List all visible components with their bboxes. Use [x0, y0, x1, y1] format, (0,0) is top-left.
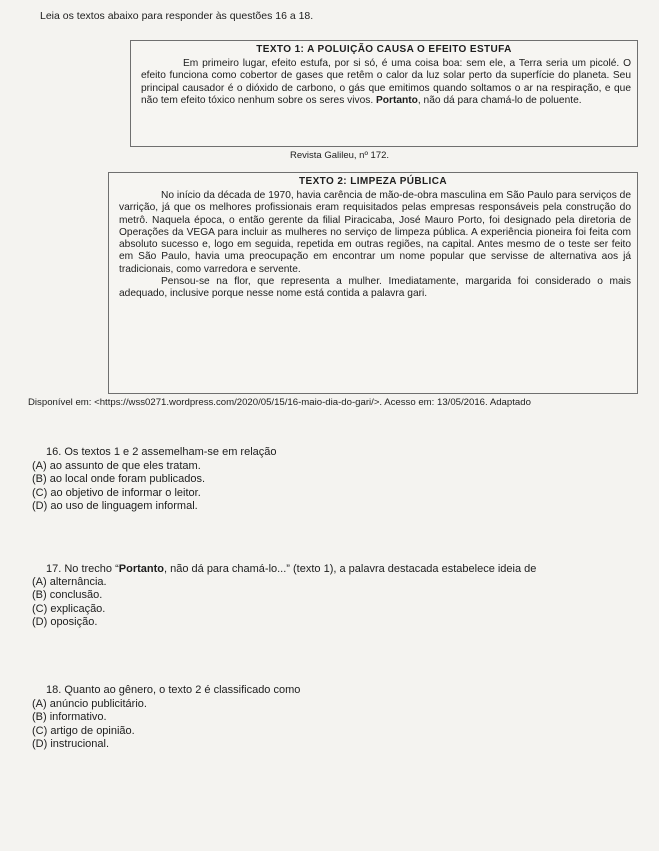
question-17-option-a: (A) alternância. [32, 575, 107, 588]
question-16-option-a: (A) ao assunto de que eles tratam. [32, 459, 201, 472]
text2-paragraph-1: No início da década de 1970, havia carência de mão-de-obra masculina em São Paulo para serviços de varrição, já que os melhores profissionais eram requisitados pelas empresas responsáveis pela construção do metrô. Naquela época, o então gerente da filial Piracicaba, José Mauro Porto, foi designado pela diretoria de Operações da VEGA para incluir as mulheres no serviço de limpeza pública. A experiência pioneira foi feita com absoluto sucesso e, logo em seguida, repetida em outras regiões, na capital. Antes mesmo de o teste ser feito em São Paulo, havia uma preocupação em encontrar um nome popular que servisse de alternativa aos já tradicionais, como varredora e servente. [119, 190, 631, 275]
text1-box [130, 40, 638, 147]
question-17-option-b: (B) conclusão. [32, 589, 103, 602]
question-18-option-d: (D) instrucional. [32, 738, 110, 751]
text1-title: TEXTO 1: A POLUIÇÃO CAUSA O EFEITO ESTUFA [256, 44, 512, 55]
text2-source: Disponível em: <https://wss0271.wordpress.com/2020/05/15/16-maio-dia-do-gari/>. Acesso em: 13/05/2016. Adaptado [28, 397, 531, 408]
text2-paragraph-2: Pensou-se na flor, que representa a mulher. Imediatamente, margarida foi considerado o mais adequado, inclusive porque nesse nome está contida a palavra gari. [119, 276, 631, 300]
question-18-option-c: (C) artigo de opinião. [32, 724, 135, 737]
text2-title: TEXTO 2: LIMPEZA PÚBLICA [299, 176, 447, 187]
question-16 [32, 446, 277, 514]
text1-source: Revista Galileu, nº 172. [290, 150, 390, 161]
question-17 [32, 563, 651, 630]
text1-body-end: , não dá para chamá-lo de poluente. [417, 94, 582, 106]
question-18 [32, 684, 301, 752]
text2-body [109, 187, 637, 301]
instructions: Leia os textos abaixo para responder às questões 16 a 18. [40, 10, 314, 22]
question-17-stem-start: 17. No trecho “ [46, 563, 119, 575]
text1-bold-word: Portanto [376, 94, 418, 106]
question-17-option-d: (D) oposição. [32, 616, 98, 629]
question-18-option-b: (B) informativo. [32, 711, 107, 724]
question-16-option-c: (C) ao objetivo de informar o leitor. [32, 486, 201, 499]
question-17-option-c: (C) explicação. [32, 602, 106, 615]
question-16-stem: 16. Os textos 1 e 2 assemelham-se em relação [46, 446, 277, 458]
question-16-option-b: (B) ao local onde foram publicados. [32, 473, 206, 486]
text2-box [108, 172, 638, 394]
question-18-option-a: (A) anúncio publicitário. [32, 697, 147, 710]
question-17-stem-end: , não dá para chamá-lo...” (texto 1), a palavra destacada estabelece ideia de [164, 563, 537, 575]
question-17-stem [46, 563, 651, 577]
question-16-option-d: (D) ao uso de linguagem informal. [32, 500, 198, 513]
text1-body-start: Em primeiro lugar, efeito estufa, por si só, é uma coisa boa: sem ele, a Terra seria um picolé. O efeito funciona como cobertor de gases que retêm o calor da luz solar perto da superfície do planeta. Seu principal causador é o dióxido de carbono, o gás que emitimos quando soltamos o ar na respiração, e que não tem efeito tóxico nenhum sobre os seres vivos. [141, 58, 631, 106]
question-18-stem: 18. Quanto ao gênero, o texto 2 é classificado como [46, 684, 301, 696]
question-17-bold-word: Portanto [118, 563, 164, 575]
text1-body [131, 55, 637, 107]
